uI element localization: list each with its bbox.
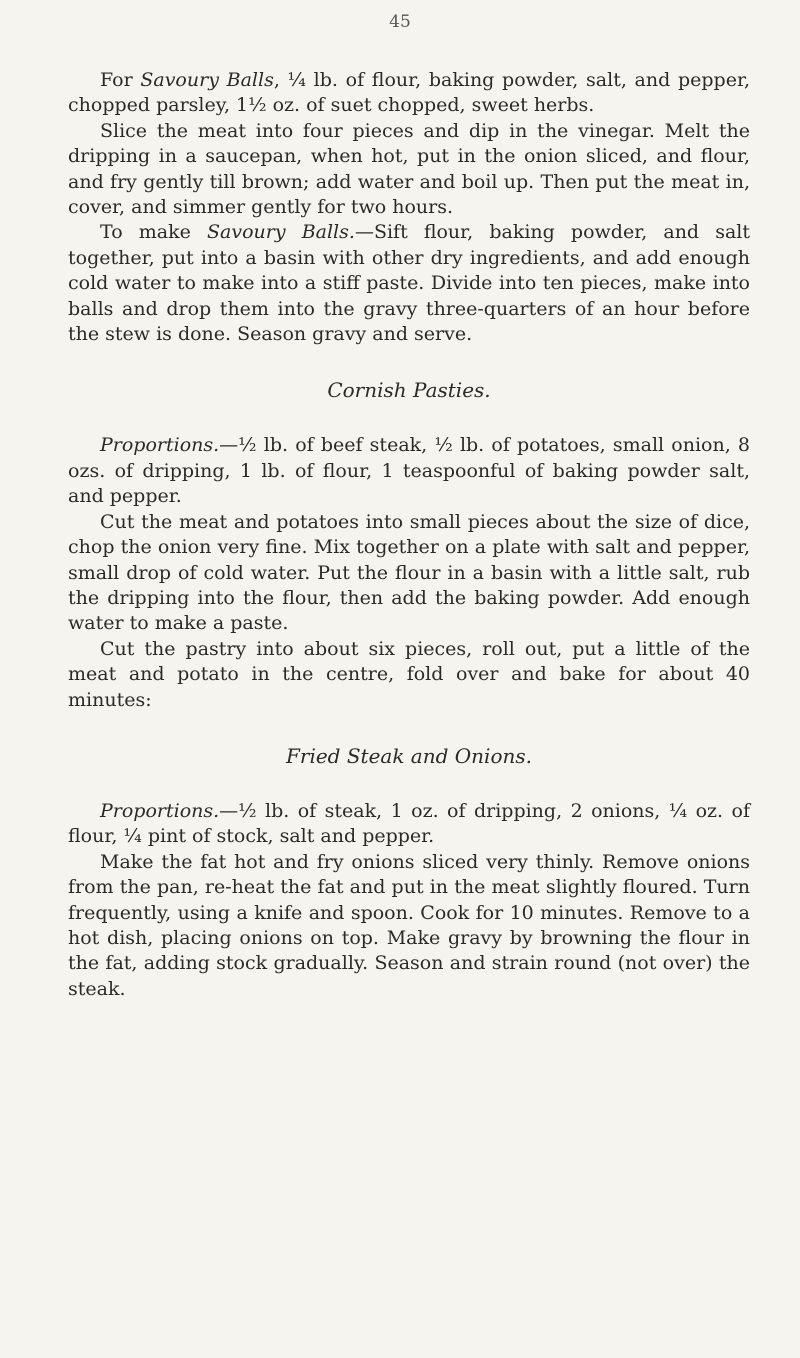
cornish-method-paragraph-1: Cut the meat and potatoes into small pieces about the size of dice, chop the onion very fine. Mix together on a plate with salt and pepper, small drop of cold water. Put the flour in a basin with a little salt, rub the dripping into the flour, then add the baking powder. Add enough water to make a paste.: [68, 510, 750, 635]
fried-proportions-text: —½ lb. of steak, 1 oz. of dripping, 2 onions, ¼ oz. of flour, ¼ pint of stock, salt and pepper.: [68, 799, 750, 848]
savoury-balls-prefix: To make: [100, 221, 207, 244]
cornish-method-paragraph-2: Cut the pastry into about six pieces, roll out, put a little of the meat and potato in the centre, fold over and bake for about 40 minutes:: [68, 637, 750, 711]
savoury-method-paragraph: Slice the meat into four pieces and dip in the vinegar. Melt the dripping in a saucepan, when hot, put in the onion sliced, and flour, and fry gently till brown; add water and boil up. Then put the meat in, cover, and simmer gently for two hours.: [68, 119, 750, 219]
page-content: [68, 68, 750, 1002]
savoury-balls-paragraph: [68, 220, 750, 347]
fried-proportions-label: Proportions.: [100, 799, 220, 822]
cornish-proportions-paragraph: [68, 433, 750, 509]
savoury-balls-heading: Savoury Balls.: [207, 221, 355, 244]
savoury-balls-text: —Sift flour, baking powder, and salt together, put into a basin with other dry ingredients, and add enough cold water to make into a stiff paste. Divide into ten pieces, make into balls and drop them into the gravy three-quarters of an hour before the stew is done. Season gravy and serve.: [68, 221, 751, 346]
savoury-balls-name: Savoury Balls: [140, 69, 274, 91]
savoury-intro-text: , ¼ lb. of flour, baking powder, salt, and pepper, chopped parsley, 1½ oz. of suet chopped, sweet herbs.: [68, 69, 750, 117]
fried-method-paragraph: Make the fat hot and fry onions sliced very thinly. Remove onions from the pan, re-heat the fat and put in the meat slightly floured. Turn frequently, using a knife and spoon. Cook for 10 minutes. Remove to a hot dish, placing onions on top. Make gravy by browning the flour in the fat, adding stock gradually. Season and strain round (not over) the steak.: [68, 850, 750, 1000]
cornish-proportions-text: —½ lb. of beef steak, ½ lb. of potatoes, small onion, 8 ozs. of dripping, 1 lb. of flour, 1 teaspoonful of baking powder salt, and pepper.: [68, 434, 750, 508]
cornish-proportions-label: Proportions.: [100, 434, 220, 457]
fried-proportions-paragraph: [68, 799, 750, 850]
page-number: 45: [389, 12, 411, 32]
fried-steak-title: Fried Steak and Onions.: [286, 743, 532, 768]
cornish-pasties-title: Cornish Pasties.: [327, 378, 491, 403]
savoury-intro-prefix: For: [100, 69, 141, 91]
savoury-intro-paragraph: [68, 68, 750, 119]
